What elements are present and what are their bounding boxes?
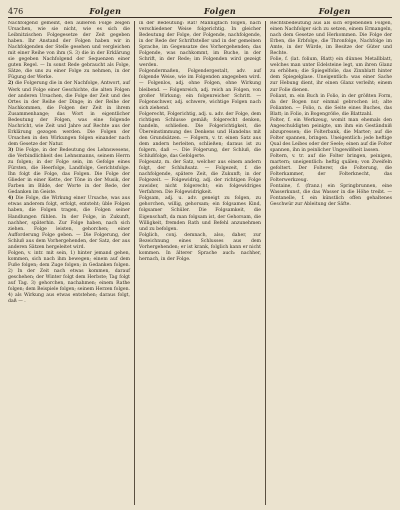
- entry-paragraph: Folgerecht, Folgerichtig, adj. u. adv. der Folge, dem richtigen Schlusse gemäß; folgerecht denken, handeln, schließen. Die Folgerichtigkeit, die Übereinstimmung des Denkens und Handelns mit den Grundsätzen. — Folgern, v. tr. einen Satz aus dem andern herleiten, schließen; daraus ist zu folgern, daß —. Die Folgerung, der Schluß, die Schlußfolge, das Gefolgerte.: [139, 111, 261, 160]
- entry-paragraph: Folgsam, adj. u. adv. geneigt zu folgen, zu gehorchen, willig, gehorsam; ein folgsames Kind, folgsamer Schüler. Die Folgsamkeit, die Eigenschaft, da man folgsam ist, der Gehorsam, die Willigkeit, fremden Rath und Befehl anzunehmen und zu befolgen.: [139, 196, 261, 232]
- entry-paragraph: Folgesatz, m. der Satz, welcher aus einem andern folgt, der Schlußsatz. — Folgezeit, f. die nachfolgende, spätere Zeit, die Zukunft; in der Folgezeit. — Folgewidrig, adj. der richtigen Folge zuwider, nicht folgerecht; ein folgewidriges Verfahren. Die Folgewidrigkeit.: [139, 160, 261, 196]
- running-head-right: Folgen: [318, 6, 351, 16]
- entry-paragraph: Fontaine, f. (franz.) ein Springbrunnen, eine Wasserkunst, die das Wasser in die Höhe treibt. — Fontanelle, f. ein künstlich offen gehaltenes Geschwür zur Ableitung der Säfte.: [270, 184, 392, 208]
- entry-paragraph: in der Bedeutung: Rat! Mannigfach folgen, nach verschiedener Weise folgerichtig. In gleicher Bedeutung der Folge, der Folgende, nachfolgende, in der Rede der Schriftsteller und in der gemeinen Sprache, im Gegensatze des Vorhergehenden; das Folgende, was nachkommt, im Buche, in der Schrift, in der Rede; im Folgenden wird gezeigt werden.: [139, 21, 261, 69]
- entry-paragraph: Folgen, v. intr. mit sein, 1) hinter jemand gehen, kommen, sich nach ihm bewegen; einem auf dem Fuße folgen; dem Zuge folgen; in Gedanken folgen. 2) In der Zeit nach etwas kommen, darauf geschehen; der Winter folgt dem Herbste; Tag folgt auf Tag. 3) gehorchen, nachahmen; einem Rathe folgen; dem Beispiele folgen; seinem Herzen folgen. 4) als Wirkung aus etwas entstehen; daraus folgt, daß — .: [8, 250, 130, 305]
- entry-paragraph: Nachfolgend gemeint, den äußeren Folge zeigen Ursachen, wie sie nicht, wie es sich die Leibnitzischen Folgegesetze der Zeit gegeben haben. Ihr Anstand der Folgen haben wir in Nachfolgenden der Stelle gesehen und vergleichen mit einer Reihe von ihm (S. 3) die in der Erklärung sie gegeben Nachfolgend der Sequenzen einer guten Regel. — In sonst Rede gebraucht als Folge, Sätze, die uns zu einer Folge zu nehmen, in der Fügung der Werke.: [8, 21, 130, 81]
- page-header: [8, 5, 392, 18]
- entry-paragraph: 2) die Folgerung die in der Nachfolge, Antwort, auf Werk und Folge einer Geschichte, die alten Folgen der anderen Ursachen, die Folge der Zeit und des Ortes in der Reihe der Dinge; in der Reihe der Nachkommen, die Folgen der Zeit in ihrem Zusammenhange; das Wort in eigentlicher Bedeutung der Folgen, was eine folgende Nachricht, wie Zeit und Jahre auf Rechte aus der Erklärung gezogen werden. Die Folgen der Ursachen in den Wirkungen folgen einander nach dem Gesetze der Natur.: [8, 81, 130, 147]
- entry-paragraph: Folie, f. (lat. folium, Blatt) ein dünnes Metallblatt, welches man unter Edelsteine legt, um ihren Glanz zu erhöhen; die Spiegelfolie, das Zinnblatt hinter dem Spiegelglase. Uneigentlich: was einer Sache zur Hebung dient, ihr einen Glanz verleiht; einem zur Folie dienen.: [270, 57, 392, 93]
- entry-paragraph: Folter, f. ein Werkzeug, womit man ehemals den Angeschuldigten peinigte, um ihm ein Geständniß abzupressen; die Folterbank, die Marter; auf die Folter spannen, bringen. Uneigentlich: jede heftige Qual des Leibes oder der Seele; einen auf die Folter spannen, ihn in peinlicher Ungewißheit lassen.: [270, 117, 392, 153]
- entry-paragraph: Folgendermaßen, Folgendergestalt, adv. auf folgende Weise, wie im Folgenden angegeben wird. — Folgenlos, adj. ohne Folgen, ohne Wirkung bleibend. — Folgenreich, adj. reich an Folgen, von großer Wirkung; ein folgenreicher Schritt. — Folgenschwer, adj. schwere, wichtige Folgen nach sich ziehend.: [139, 69, 261, 111]
- column-middle: [134, 21, 265, 505]
- column-left: [8, 21, 134, 505]
- running-head-center: Folgen: [204, 6, 236, 16]
- entry-paragraph: 4) Die Folge, die Wirkung einer Ursache, was aus etwas anderem folgt, erfolgt, entsteht; üble Folgen haben, die Folgen tragen, die Folgen seiner Handlungen fühlen. In der Folge, in Zukunft, nachher, späterhin. Zur Folge haben, nach sich ziehen. Folge leisten, gehorchen; einer Aufforderung Folge geben. — Die Folgerung, der Schluß aus dem Vorhergehenden, der Satz, der aus anderen Sätzen hergeleitet wird.: [8, 196, 130, 250]
- entry-paragraph: Folglich, conj. demnach, also, daher, zur Bezeichnung eines Schlusses aus dem Vorhergehenden; er ist krank, folglich kann er nicht kommen. In älterer Sprache auch: nachher, hernach, in der Folge.: [139, 232, 261, 262]
- entry-paragraph: Rechtsbedeutung aus als sich ergebenden Folgen, einen Nachfolger sich zu setzen, einem Ermangeln, nach dem Gesetze und Herkommen. Die Folge der Erben, die Erbfolge, die Thronfolge, Nachfolge im Amte, in der Würde, im Besitze der Güter und Rechte.: [270, 21, 392, 57]
- running-head-left: Folgen: [89, 6, 122, 16]
- page-number: 476: [8, 7, 24, 16]
- entry-paragraph: Foltern, v. tr. auf die Folter bringen, peinigen, martern; uneigentlich: heftig quälen; von Zweifeln gefoltert. Der Folterer, die Folterung, die Folterkammer, der Folterknecht, das Folterwerkzeug.: [270, 154, 392, 184]
- entry-paragraph: Foliant, m. ein Buch in Folio, in der größten Form, da der Bogen nur einmal gebrochen ist; alte Folianten. — Folio, n. die Seite eines Buches, das Blatt; in Folio, in Bogengröße, die Blattzahl.: [270, 93, 392, 117]
- text-columns: [8, 21, 392, 505]
- column-right: [265, 21, 392, 505]
- entry-paragraph: 3) Die Folge, in der Bedeutung des Lehnswesens, die Verbindlichkeit des Lehnsmanns, seinem Herrn zu folgen; in der Folge sein, im Gefolge eines Fürsten, die Heerfolge, Landfolge, Gerichtsfolge. Ihn folgt die Folge, das Folgen. Die Folge der Glieder in einer Kette, der Töne in der Musik, der Farben im Bilde, der Worte in der Rede, der Gedanken im Geiste.: [8, 147, 131, 196]
